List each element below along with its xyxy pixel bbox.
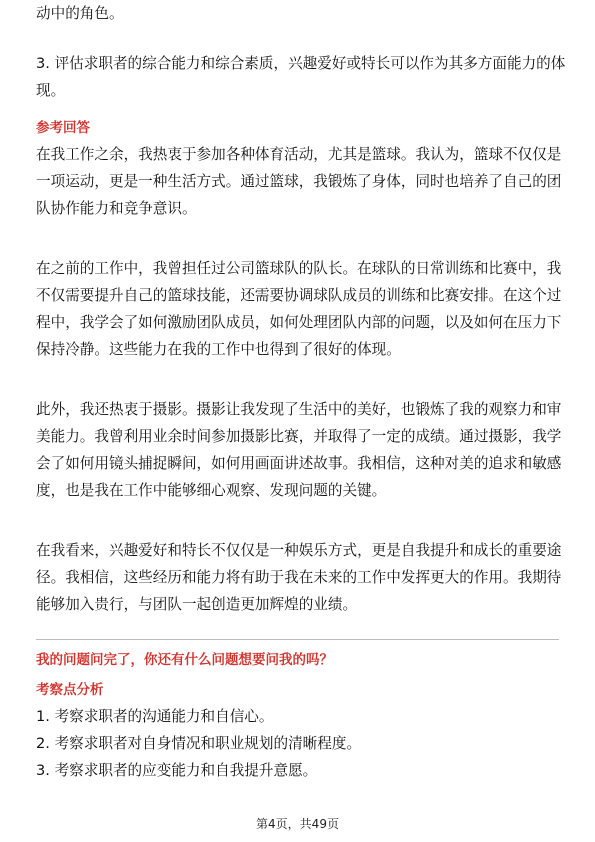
answer-line: 美能力。我曾利用业余时间参加摄影比赛，并取得了一定的成绩。通过摄影，我学 [36,428,562,445]
answer-line: 保持冷静。这些能力在我的工作中也得到了很好的体现。 [36,341,401,358]
analysis-point: 2. 考察求职者对自身情况和职业规划的清晰程度。 [36,735,362,752]
answer-line: 在我工作之余，我热衷于参加各种体育活动，尤其是篮球。我认为，篮球不仅仅是 [36,146,562,163]
section-divider [36,639,559,640]
answer-line: 程中，我学会了如何激励团队成员，如何处理团队内部的问题，以及如何在压力下 [36,314,562,331]
answer-line: 此外，我还热衷于摄影。摄影让我发现了生活中的美好，也锻炼了我的观察力和审 [36,401,562,418]
answer-line: 一项运动，更是一种生活方式。通过篮球，我锻炼了身体，同时也培养了自己的团 [36,173,562,190]
answer-line: 度，也是我在工作中能够细心观察、发现问题的关键。 [36,482,387,499]
intro-line: 3. 评估求职者的综合能力和综合素质，兴趣爱好或特长可以作为其多方面能力的体 [36,55,566,72]
answer-line: 在我看来，兴趣爱好和特长不仅仅是一种娱乐方式，更是自我提升和成长的重要途 [36,542,562,559]
answer-line: 能够加入贵行，与团队一起创造更加辉煌的业绩。 [36,596,358,613]
answer-line: 在之前的工作中，我曾担任过公司篮球队的队长。在球队的日常训练和比赛中，我 [36,260,562,277]
page-number: 第4页，共49页 [256,817,339,831]
analysis-point: 3. 考察求职者的应变能力和自我提升意愿。 [36,762,318,779]
question-title: 我的问题问完了，你还有什么问题想要问我的吗？ [36,652,333,668]
analysis-point: 1. 考察求职者的沟通能力和自信心。 [36,708,274,725]
answer-line: 会了如何用镜头捕捉瞬间，如何用画面讲述故事。我相信，这种对美的追求和敏感 [36,455,562,472]
intro-line: 现。 [36,82,66,99]
answer-line: 不仅需要提升自己的篮球技能，还需要协调球队成员的训练和比赛安排。在这个过 [36,287,562,304]
answer-heading: 参考回答 [36,120,90,136]
intro-line: 动中的角色。 [36,5,124,22]
analysis-heading: 考察点分析 [36,682,104,698]
answer-line: 队协作能力和竞争意识。 [36,200,197,217]
answer-line: 径。我相信，这些经历和能力将有助于我在未来的工作中发挥更大的作用。我期待 [36,569,562,586]
